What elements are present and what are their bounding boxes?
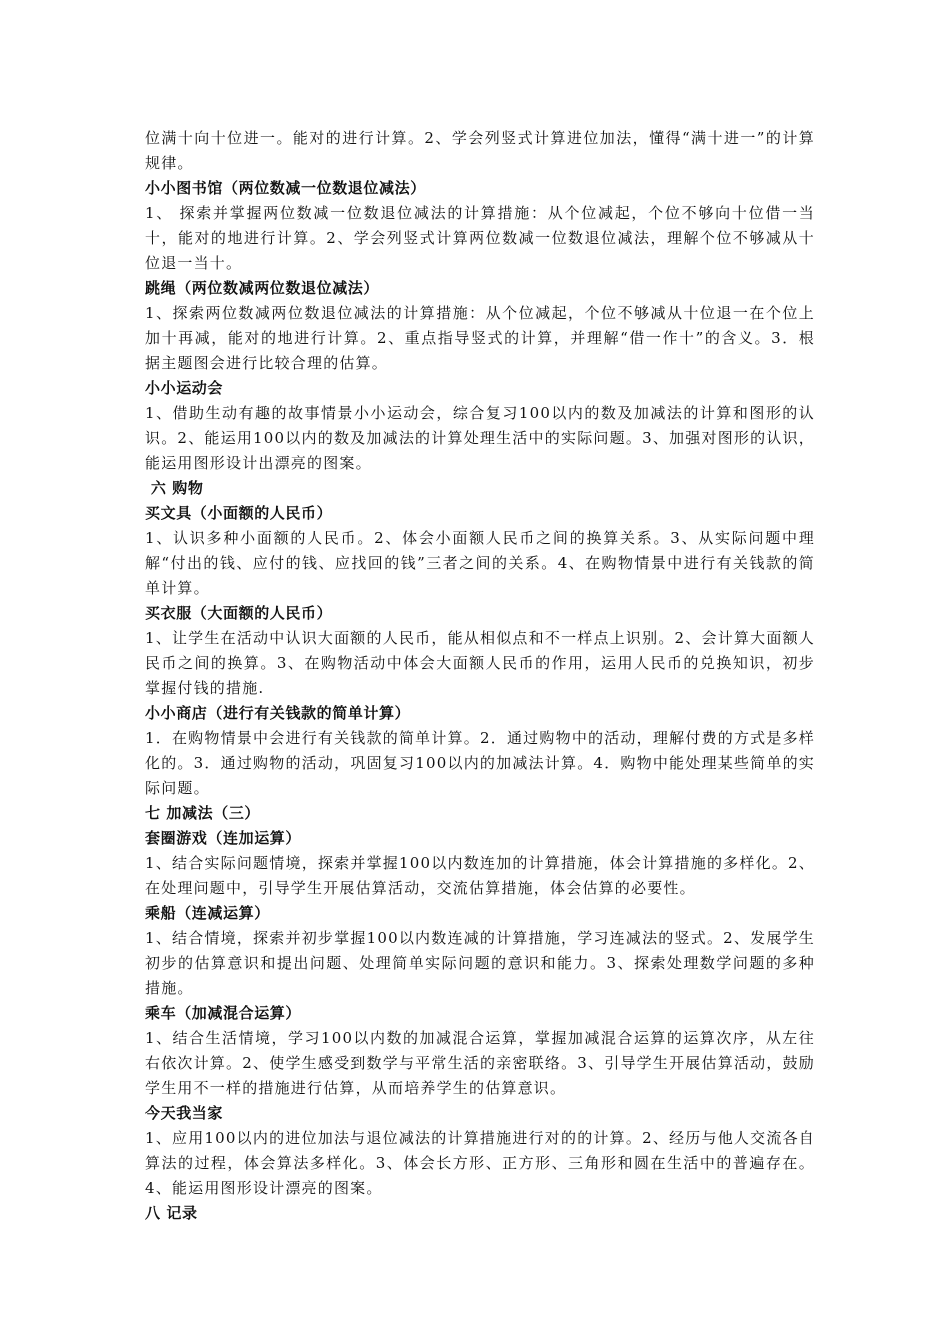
heading-buy-clothes: 买衣服（大面额的人民币） [145, 604, 333, 622]
heading-little-library: 小小图书馆（两位数减一位数退位减法） [145, 179, 426, 197]
paragraph-bus-ride: 1、结合生活情境，学习100以内数的加减混合运算，掌握加减混合运算的运算次序，从左往右依次计算。2、使学生感受到数学与平常生活的亲密联络。3、引导学生开展估算活动，鼓励学生用不一样的措施进行估算，从而培养学生的估算意识。 [145, 1029, 815, 1097]
heading-buy-stationery: 买文具（小面额的人民币） [145, 504, 333, 522]
document-page [145, 126, 815, 1226]
paragraph-little-store: 1．在购物情景中会进行有关钱款的简单计算。2．通过购物中的活动，理解付费的方式是多样化的。3．通过购物的活动，巩固复习100以内的加减法计算。4．购物中能处理某些简单的实际问题。 [145, 729, 815, 797]
paragraph-intro-carry: 位满十向十位进一。能对的进行计算。2、学会列竖式计算进位加法，懂得“满十进一”的计算规律。 [145, 129, 815, 172]
paragraph-ring-toss: 1、结合实际问题情境，探索并掌握100以内数连加的计算措施，体会计算措施的多样化。2、在处理问题中，引导学生开展估算活动，交流估算措施，体会估算的必要性。 [145, 854, 815, 897]
paragraph-sports-meet: 1、借助生动有趣的故事情景小小运动会，综合复习100以内的数及加减法的计算和图形的认识。2、能运用100以内的数及加减法的计算处理生活中的实际问题。3、加强对图形的认识，能运用图形设计出漂亮的图案。 [145, 404, 815, 472]
heading-jump-rope: 跳绳（两位数减两位数退位减法） [145, 279, 380, 297]
heading-ring-toss: 套圈游戏（连加运算） [145, 829, 302, 847]
paragraph-buy-stationery: 1、认识多种小面额的人民币。2、体会小面额人民币之间的换算关系。3、从实际问题中理解“付出的钱、应付的钱、应找回的钱”三者之间的关系。4、在购物情景中进行有关钱款的简单计算。 [145, 529, 815, 597]
paragraph-boat-ride: 1、结合情境，探索并初步掌握100以内数连减的计算措施，学习连减法的竖式。2、发展学生初步的估算意识和提出问题、处理简单实际问题的意识和能力。3、探索处理数学问题的多种措施。 [145, 929, 815, 997]
chapter-heading-add-subtract-3: 七 加减法（三） [145, 804, 261, 822]
paragraph-little-library: 1、 探索并掌握两位数减一位数退位减法的计算措施：从个位减起，个位不够向十位借一当十，能对的地进行计算。2、学会列竖式计算两位数减一位数退位减法，理解个位不够减从十位退一当十。 [145, 204, 815, 272]
paragraph-buy-clothes: 1、让学生在活动中认识大面额的人民币，能从相似点和不一样点上识别。2、会计算大面额人民币之间的换算。3、在购物活动中体会大面额人民币的作用，运用人民币的兑换知识，初步掌握付钱的措施. [145, 629, 815, 697]
paragraph-jump-rope: 1、探索两位数减两位数退位减法的计算措施：从个位减起，个位不够减从十位退一在个位上加十再减，能对的地进行计算。2、重点指导竖式的计算，并理解“借一作十”的含义。3．根据主题图会进行比较合理的估算。 [145, 304, 815, 372]
heading-housekeeper: 今天我当家 [145, 1104, 224, 1122]
heading-boat-ride: 乘船（连减运算） [145, 904, 270, 922]
chapter-heading-records: 八 记录 [145, 1204, 198, 1222]
heading-little-store: 小小商店（进行有关钱款的简单计算） [145, 704, 411, 722]
heading-sports-meet: 小小运动会 [145, 379, 224, 397]
chapter-heading-shopping: 六 购物 [145, 479, 204, 497]
heading-bus-ride: 乘车（加减混合运算） [145, 1004, 302, 1022]
paragraph-housekeeper: 1、应用100以内的进位加法与退位减法的计算措施进行对的的计算。2、经历与他人交流各自算法的过程，体会算法多样化。3、体会长方形、正方形、三角形和圆在生活中的普遍存在。4、能运用图形设计漂亮的图案。 [145, 1129, 815, 1197]
